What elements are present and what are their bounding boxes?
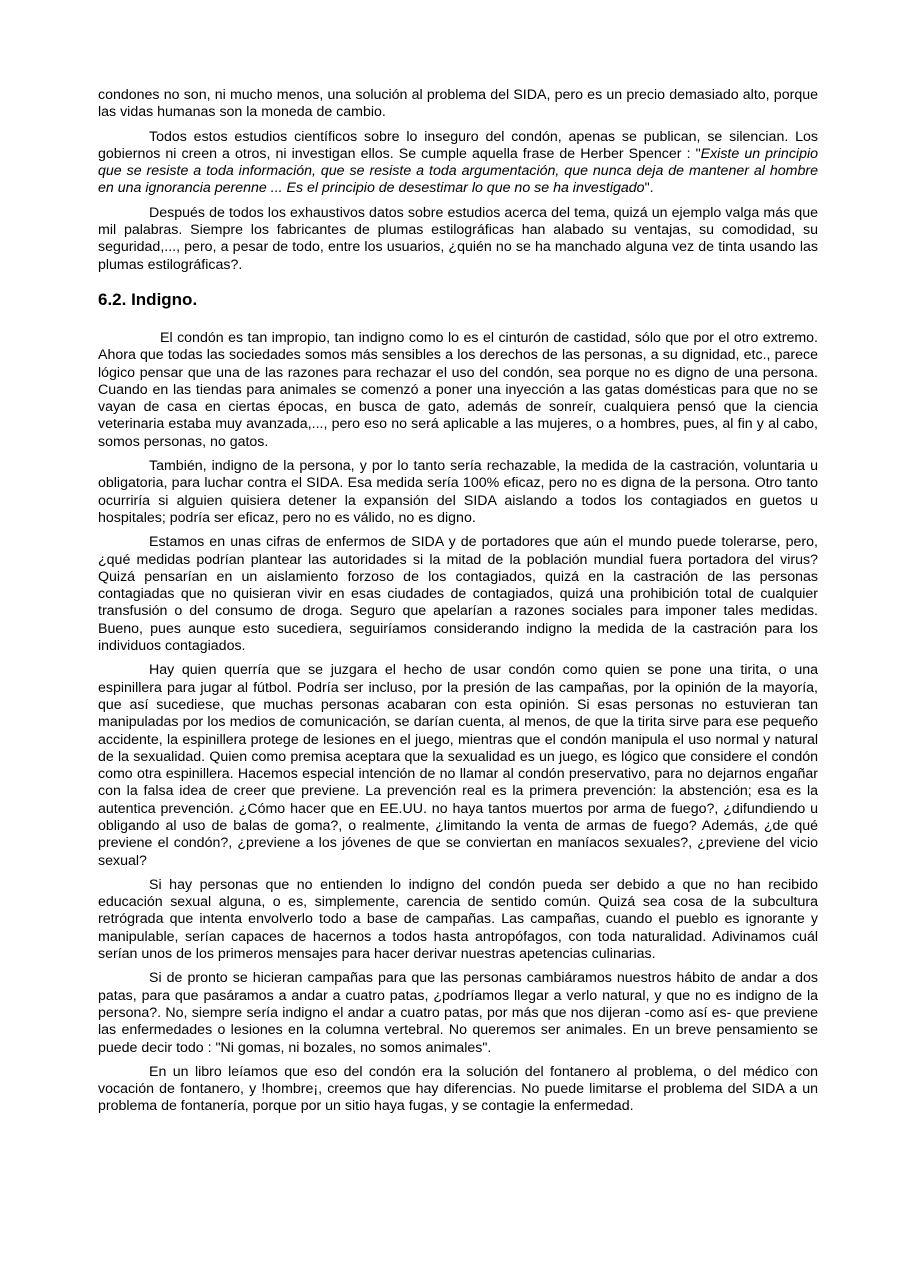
text: Todos estos estudios científicos sobre lo inseguro del condón, apenas se publican, se silencian. Los gobiernos ni creen a otros, ni investigan ellos. Se cumple aquella frase de Herber Spencer : " bbox=[98, 128, 818, 162]
paragraph: Hay quien querría que se juzgara el hecho de usar condón como quien se pone una tirita, o una espinillera para jugar al fútbol. Podría ser incluso, por la presión de las campañas, por la opinión de la mayoría, que así sucediese, que muchas personas acabaran con esta opinión. Si esas personas no estuvieran tan manipuladas por los medios de comunicación, se darían cuenta, al menos, de que la tirita sirve para ese pequeño accidente, la espinillera protege de lesiones en el juego, mientras que el condón manipula el uso normal y natural de la sexualidad. Quien como premisa aceptara que la sexualidad es un juego, es lógico que considere el condón como otra espinillera. Hacemos especial intención de no llamar al condón preservativo, para no dejarnos engañar con la falsa idea de creer que previene. La prevención real es la primera prevención: la abstención; esa es la autentica prevención. ¿Cómo hacer que en EE.UU. no haya tantos muertos por arma de fuego?, ¿difundiendo u obligando al uso de balas de goma?, o realmente, ¿limitando la venta de armas de fuego? Además, ¿de qué previene el condón?, ¿previene a los jóvenes de que se conviertan en maníacos sexuales?, ¿previene del vicio sexual? bbox=[98, 662, 818, 869]
section-heading: 6.2. Indigno. bbox=[98, 289, 198, 309]
italic-quote: Existe un principio que se resiste a toda información, que se resiste a toda argumentación, que nunca deja de mantener al hombre en una ignorancia perenne ... Es el principio de desestimar lo que no se ha investigado bbox=[98, 145, 819, 197]
paragraph: Si hay personas que no entienden lo indigno del condón pueda ser debido a que no han recibido educación sexual alguna, o es, simplemente, carencia de sentido común. Quizá sea cosa de la subcultura retrógrada que intenta envolverlo todo a base de campañas. Las campañas, cuando el pueblo es ignorante y manipulable, serían capaces de hacernos a todos hasta antropófagos, con toda naturalidad. Adivinamos cuál serían unos de los primeros mensajes para hacer derivar nuestras apetencias culinarias. bbox=[98, 876, 818, 963]
paragraph: También, indigno de la persona, y por lo tanto sería rechazable, la medida de la castración, voluntaria u obligatoria, para luchar contra el SIDA. Esa medida sería 100% eficaz, pero no es digna de la persona. Otro tanto ocurriría si alguien quisiera detener la expansión del SIDA aislando a todos los contagiados en guetos u hospitales; podría ser eficaz, pero no es válido, no es digno. bbox=[98, 458, 818, 526]
paragraph: Si de pronto se hicieran campañas para que las personas cambiáramos nuestros hábito de andar a dos patas, para que pasáramos a andar a cuatro patas, ¿podríamos llegar a verlo natural, y que no es indigno de la persona?. No, siempre sería indigno el andar a cuatro patas, por más que nos dijeran -como así es- que previene las enfermedades o lesiones en la columna vertebral. No queremos ser animales. En un breve pensamiento se puede decir todo : "Ni gomas, ni bozales, no somos animales". bbox=[98, 970, 818, 1056]
paragraph: Después de todos los exhaustivos datos sobre estudios acerca del tema, quizá un ejemplo valga más que mil palabras. Siempre los fabricantes de plumas estilográficas han alabado su ventajas, su comodidad, su seguridad,..., pero, a pesar de todo, entre los usuarios, ¿quién no se ha manchado alguna vez de tinta usando las plumas estilográficas?. bbox=[98, 204, 818, 273]
paragraph: Estamos en unas cifras de enfermos de SIDA y de portadores que aún el mundo puede tolerarse, pero, ¿qué medidas podrían plantear las autoridades si la mitad de la población mundial fuera portadora del virus? Quizá pensarían en un aislamiento forzoso de los contagiados, quizá en la castración de las personas contagiadas que no quisieran vivir en esas ciudades de contagiados, quizá una prohibición total de cualquier transfusión o del consumo de droga. Seguro que apelarían a razones sociales para imponer tales medidas. Bueno, pues aunque esto sucediera, seguiríamos considerando indigno la medida de la castración para los individuos contagiados. bbox=[98, 534, 818, 655]
paragraph: En un libro leíamos que eso del condón era la solución del fontanero al problema, o del médico con vocación de fontanero, y !hombre¡, creemos que hay diferencias. No puede limitarse el problema del SIDA a un problema de fontanería, porque por un sitio haya fugas, y se contagie la enfermedad. bbox=[98, 1063, 818, 1115]
document-page bbox=[98, 87, 818, 1123]
paragraph: El condón es tan impropio, tan indigno como lo es el cinturón de castidad, sólo que por el otro extremo. Ahora que todas las sociedades somos más sensibles a los derechos de las personas, a su dignidad, etc., parece lógico pensar que una de las razones para rechazar el uso del condón, sea porque no es digno de una persona. Cuando en las tiendas para animales se comenzó a poner una inyección a las gatas domésticas para que no se vayan de casa en ciertas épocas, en busca de gato, además de sonreír, cualquiera pensó que la ciencia veterinaria estaba muy avanzada,..., pero eso no será aplicable a las mujeres, o a hombres, pues, al fin y al cabo, somos personas, no gatos. bbox=[98, 329, 818, 450]
paragraph-spencer-quote bbox=[98, 129, 818, 198]
text: ". bbox=[644, 180, 654, 197]
paragraph: condones no son, ni mucho menos, una solución al problema del SIDA, pero es un precio demasiado alto, porque las vidas humanas son la moneda de cambio. bbox=[98, 87, 818, 121]
